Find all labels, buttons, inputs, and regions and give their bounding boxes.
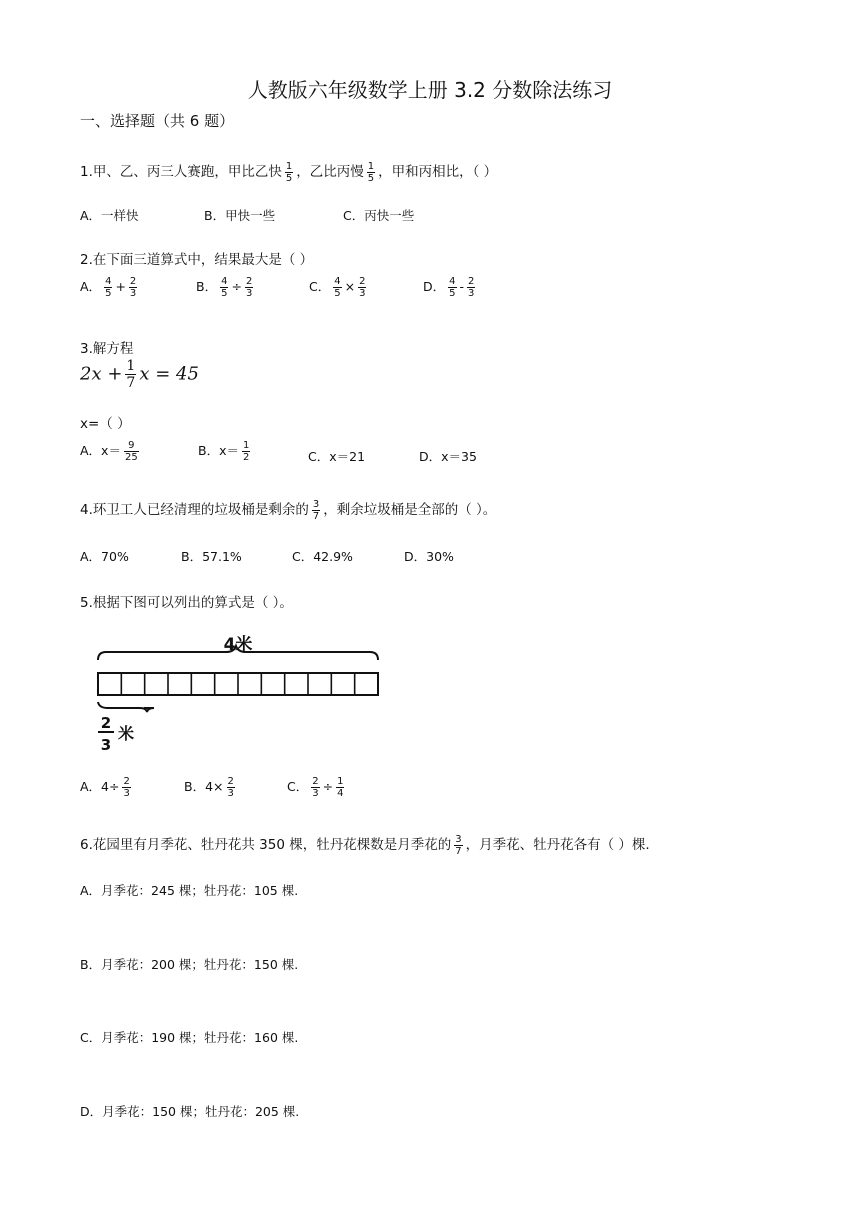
q1-text-c: ，甲和丙相比，（ ） xyxy=(378,164,498,180)
q2-option-a: A． $\frac{4}{5}$ + $\frac{2}{3}$ xyxy=(80,276,137,299)
cell-dividers xyxy=(121,673,354,695)
q2-option-b: B． $\frac{4}{5}$ ÷ $\frac{2}{3}$ xyxy=(196,276,253,299)
question-1-stem xyxy=(80,160,497,184)
q1-fraction-2: $\frac{1}{5}$ xyxy=(367,160,375,184)
q6-option-a: A．月季花：245 棵；牡丹花：105 棵. xyxy=(80,883,299,898)
piece-unit-label: 米 xyxy=(117,724,135,743)
question-2-stem: 2.在下面三道算式中，结果最大是（ ） xyxy=(80,252,314,268)
q3-option-c: C．x＝21 xyxy=(308,449,366,464)
q1-text-b: ，乙比丙慢 xyxy=(296,164,364,180)
q5-option-b: B．4× $\frac{2}{3}$ xyxy=(184,776,234,799)
q1-fraction-1: $\frac{1}{5}$ xyxy=(285,160,293,184)
q1-text-a: 1.甲、乙、丙三人赛跑，甲比乙快 xyxy=(80,164,282,180)
q3-option-b: B．x＝ $\frac{1}{2}$ xyxy=(198,440,250,463)
q5-option-c: C． $\frac{2}{3}$ ÷ $\frac{1}{4}$ xyxy=(287,776,344,799)
q6-option-b: B．月季花：200 棵；牡丹花：150 棵. xyxy=(80,957,299,972)
question-4-stem: 4.环卫工人已经清理的垃圾桶是剩余的 $\frac{3}{7}$ ，剩余垃圾桶是全部的（ ）。 xyxy=(80,498,497,522)
q4-option-b: B．57.1% xyxy=(181,549,242,564)
q1-option-b: B．甲快一些 xyxy=(204,208,276,223)
question-6-stem: 6.花园里有月季花、牡丹花共 350 棵，牡丹花棵数是月季花的 $\frac{3}{7}$ ，月季花、牡丹花各有（ ）棵. xyxy=(80,833,650,857)
q2-option-d: D． $\frac{4}{5}$ - $\frac{2}{3}$ xyxy=(423,276,475,299)
piece-fraction-numerator: 2 xyxy=(100,714,112,732)
question-5-stem: 5.根据下图可以列出的算式是（ ）。 xyxy=(80,595,293,611)
q1-option-c: C．丙快一些 xyxy=(343,208,415,223)
q3-equation: 2x + $\frac{1}{7}$ x = 45 xyxy=(80,358,199,391)
q5-option-a: A．4÷ $\frac{2}{3}$ xyxy=(80,776,130,799)
q3-x-prompt: x=（ ） xyxy=(80,416,131,432)
total-length-label: 4米 xyxy=(223,635,253,655)
q2-option-c: C． $\frac{4}{5}$ × $\frac{2}{3}$ xyxy=(309,276,366,299)
q4-option-a: A．70% xyxy=(80,549,129,564)
q6-option-c: C．月季花：190 棵；牡丹花：160 棵. xyxy=(80,1030,299,1045)
q3-option-d: D．x＝35 xyxy=(419,449,477,464)
section-heading: 一、选择题（共 6 题） xyxy=(80,112,235,130)
q3-option-a: A．x＝ $\frac{9}{25}$ xyxy=(80,440,138,463)
piece-fraction-denominator: 3 xyxy=(100,736,112,754)
q1-option-a: A．一样快 xyxy=(80,208,139,223)
page-title: 人教版六年级数学上册 3.2 分数除法练习 xyxy=(247,78,613,102)
question-3-stem: 3.解方程 xyxy=(80,341,134,357)
q4-option-c: C．42.9% xyxy=(292,549,353,564)
q5-segment-diagram xyxy=(90,628,390,758)
q6-option-d: D．月季花：150 棵；牡丹花：205 棵. xyxy=(80,1104,300,1119)
q4-option-d: D．30% xyxy=(404,549,454,564)
